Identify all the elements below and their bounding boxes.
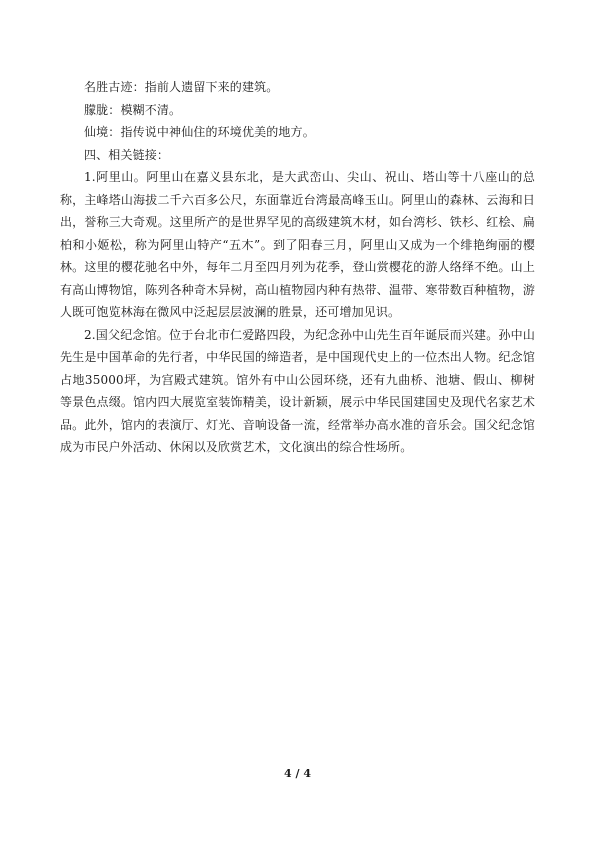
paragraph-alishan: 1.阿里山。阿里山在嘉义县东北，是大武峦山、尖山、祝山、塔山等十八座山的总称，主峰塔山海拔二千六百多公尺，东面靠近台湾最高峰玉山。阿里山的森林、云海和日出，誉称三大奇观。这里所产的是世界罕见的高级建筑木材，如台湾杉、铁杉、红桧、扁柏和小姬松，称为阿里山特产“五木”。到了阳春三月，阿里山又成为一个绯艳绚丽的樱林。这里的樱花驰名中外，每年二月至四月列为花季，登山赏樱花的游人络绎不绝。山上有高山博物馆，陈列各种奇木异树，高山植物园内种有热带、温带、寒带数百种植物，游人既可饱览林海在微风中泛起层层波澜的胜景，还可增加见识。 — [60, 170, 535, 319]
definition-menglong: 朦胧：模糊不清。 — [84, 102, 182, 117]
definition-xianjing: 仙境：指传说中神仙住的环境优美的地方。 — [84, 125, 315, 139]
page-number: 4 / 4 — [284, 767, 311, 780]
document-body — [60, 76, 535, 459]
section-heading-related-links: 四、相关链接： — [84, 147, 170, 162]
definition-mingsheng-guji: 名胜古迹：指前人遗留下来的建筑。 — [84, 80, 279, 94]
paragraph-sun-yatsen-memorial: 2.国父纪念馆。位于台北市仁爱路四段，为纪念孙中山先生百年诞辰而兴建。孙中山先生是中国革命的先行者，中华民国的缔造者，是中国现代史上的一位杰出人物。纪念馆占地35000坪，为宫殿式建筑。馆外有中山公园环绕，还有九曲桥、池塘、假山、柳树等景色点缀。馆内四大展览室装饰精美，设计新颖，展示中华民国建国史及现代名家艺术品。此外，馆内的表演厅、灯光、音响设备一流，经常举办高水准的音乐会。国父纪念馆成为市民户外活动、休闲以及欣赏艺术，文化演出的综合性场所。 — [60, 327, 535, 454]
